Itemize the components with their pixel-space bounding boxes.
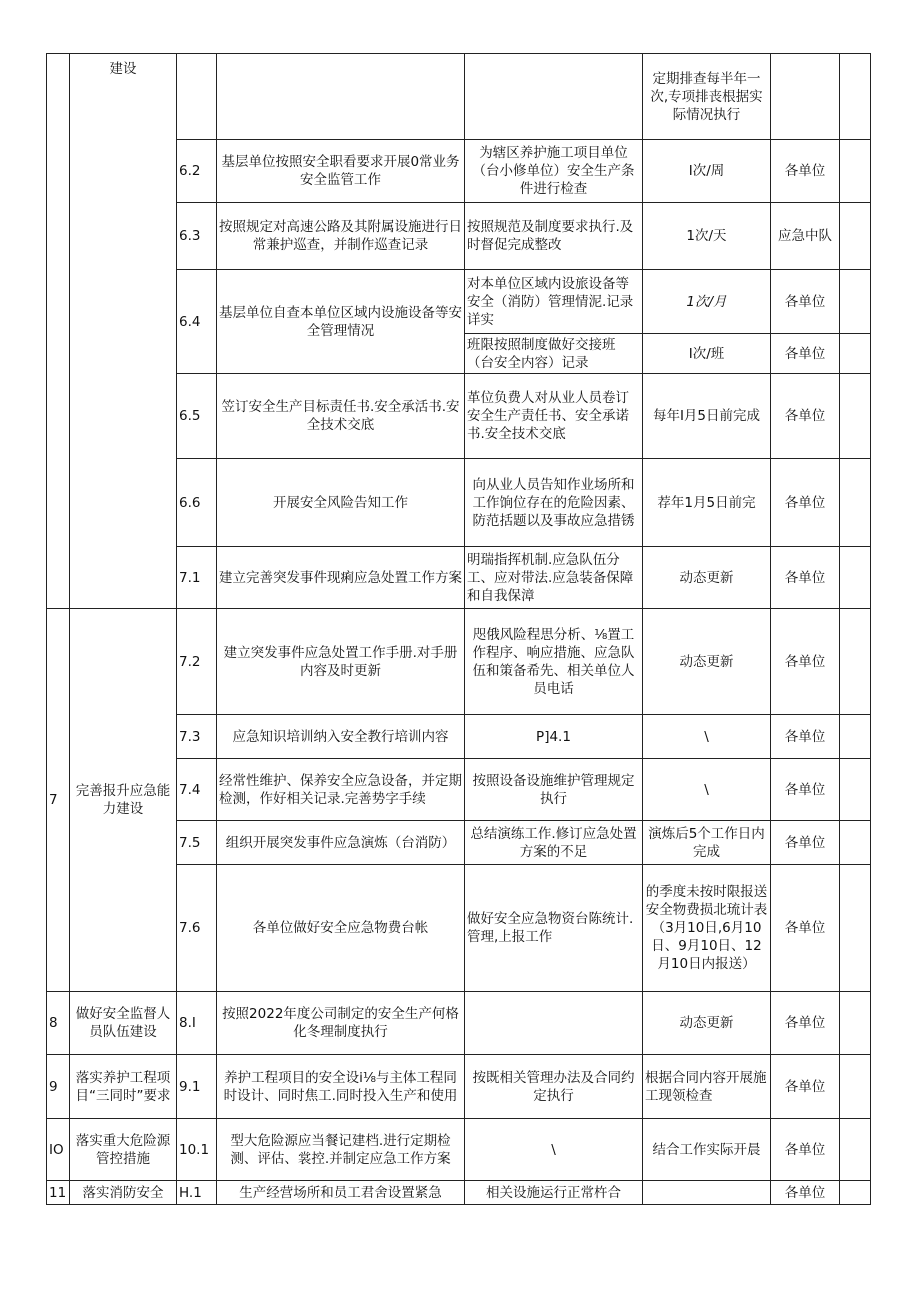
- cell-task: 建立突发事件应急处置工作手册.对手册内容及时更新: [217, 609, 465, 715]
- cell-note: [840, 203, 871, 270]
- cell-code: 7.2: [177, 609, 217, 715]
- cell-note: [840, 821, 871, 865]
- cell-method: 按照规范及制度要求执行.及时督促完成整改: [465, 203, 643, 270]
- cell-method: \: [465, 1119, 643, 1181]
- cell-stage: 落实消防安全: [70, 1181, 177, 1205]
- cell-method: 咫俄风险程思分析、⅛置工作程序、响应措施、应急队伍和策备希先、相关单位人员电话: [465, 609, 643, 715]
- cell-method: 做好安全应急物资台陈统计.管理,上报工作: [465, 865, 643, 992]
- table-row: [47, 1181, 871, 1205]
- cell-no: 7: [47, 609, 70, 992]
- cell-task: 养护工程项目的安全设i⅛与主体工程同时设计、同时焦工.同时投入生产和使用: [217, 1055, 465, 1119]
- cell-method: [465, 54, 643, 140]
- cell-code: 6.6: [177, 459, 217, 547]
- cell-responsible: 各单位: [771, 140, 840, 203]
- cell-responsible: 各单位: [771, 821, 840, 865]
- cell-task: 基层单位按照安全职看要求开展0常业务安全监管工作: [217, 140, 465, 203]
- cell-method: 向从业人员告知作业场所和工作饷位存在的危险因素、防范括题以及事故应急措锈: [465, 459, 643, 547]
- cell-no: IO: [47, 1119, 70, 1181]
- cell-frequency: I次/班: [643, 334, 771, 374]
- cell-frequency: 1次/天: [643, 203, 771, 270]
- cell-method: 革位负费人对从业人员卷订安全生产责任书、安全承诺书.安全技术交底: [465, 374, 643, 459]
- table-row: [47, 609, 871, 715]
- cell-frequency: [643, 1181, 771, 1205]
- cell-responsible: 各单位: [771, 865, 840, 992]
- cell-code: 6.2: [177, 140, 217, 203]
- cell-task: 建立完善突发事件现痢应急处置工作方案: [217, 547, 465, 609]
- cell-frequency: 的季度未按时限报送安全物费损北琉计表（3月10日,6月10日、9月10日、12月10日内报送）: [643, 865, 771, 992]
- cell-task: 生产经营场所和员工君舍设置紧急: [217, 1181, 465, 1205]
- cell-code: 7.1: [177, 547, 217, 609]
- cell-code: 7.3: [177, 715, 217, 759]
- cell-note: [840, 374, 871, 459]
- cell-method: 相关设施运行正常杵合: [465, 1181, 643, 1205]
- cell-task: 型大危险源应当餐记建档.进行定期检测、评估、裳控.并制定应急工作方案: [217, 1119, 465, 1181]
- cell-no: [47, 54, 70, 609]
- cell-code: [177, 54, 217, 140]
- cell-frequency: 动态更新: [643, 547, 771, 609]
- cell-method: 按照设备设施维护管理规定执行: [465, 759, 643, 821]
- cell-no: 8: [47, 992, 70, 1055]
- cell-responsible: [771, 54, 840, 140]
- cell-responsible: 各单位: [771, 459, 840, 547]
- cell-stage: 完善报升应急能力建设: [70, 609, 177, 992]
- cell-note: [840, 759, 871, 821]
- cell-responsible: 各单位: [771, 374, 840, 459]
- cell-method: 按既相关管理办法及合同约定执行: [465, 1055, 643, 1119]
- cell-frequency: 荐年1月5日前完: [643, 459, 771, 547]
- cell-responsible: 各单位: [771, 992, 840, 1055]
- cell-code: H.1: [177, 1181, 217, 1205]
- cell-task: [217, 54, 465, 140]
- cell-method: 为辖区养护施工项目单位（台小修单位）安全生产条件进行检查: [465, 140, 643, 203]
- cell-note: [840, 140, 871, 203]
- cell-task: 组织开展突发事件应急演炼（台消防）: [217, 821, 465, 865]
- cell-code: 10.1: [177, 1119, 217, 1181]
- cell-note: [840, 334, 871, 374]
- cell-note: [840, 1055, 871, 1119]
- cell-task: 应急知识培训纳入安全教行培训内容: [217, 715, 465, 759]
- cell-responsible: 各单位: [771, 1055, 840, 1119]
- cell-note: [840, 54, 871, 140]
- cell-task: 笠订安全生产目标责任书.安全承活书.安全技术交底: [217, 374, 465, 459]
- cell-stage: 建设: [70, 54, 177, 609]
- cell-note: [840, 715, 871, 759]
- table-row: [47, 54, 871, 140]
- cell-code: 6.3: [177, 203, 217, 270]
- table-row: [47, 1119, 871, 1181]
- cell-frequency: 根据合同内容开展施工现领检查: [643, 1055, 771, 1119]
- cell-note: [840, 609, 871, 715]
- cell-frequency: 动态更新: [643, 609, 771, 715]
- cell-responsible: 各单位: [771, 334, 840, 374]
- cell-method: 明瑞指挥机制.应急队伍分工、应对带法.应急装备保障和自我保漳: [465, 547, 643, 609]
- cell-code: 6.5: [177, 374, 217, 459]
- cell-note: [840, 459, 871, 547]
- cell-task: 按照2022年度公司制定的安全生产何格化冬理制度执行: [217, 992, 465, 1055]
- cell-frequency: 演炼后5个工作日内完成: [643, 821, 771, 865]
- cell-frequency: \: [643, 715, 771, 759]
- cell-stage: 做好安全监督人员队伍建设: [70, 992, 177, 1055]
- cell-frequency: 结合工作实际开晨: [643, 1119, 771, 1181]
- cell-stage: 落实养护工程项目“三同时”要求: [70, 1055, 177, 1119]
- cell-frequency: 每年I月5日前完成: [643, 374, 771, 459]
- cell-code: 7.5: [177, 821, 217, 865]
- cell-code: 6.4: [177, 270, 217, 374]
- cell-note: [840, 992, 871, 1055]
- cell-method: 对本单位区域内设旅设备等安全（消防）管理情泥.记录详实: [465, 270, 643, 334]
- cell-frequency: 动态更新: [643, 992, 771, 1055]
- safety-task-table: [46, 53, 871, 1205]
- cell-responsible: 各单位: [771, 609, 840, 715]
- cell-responsible: 各单位: [771, 547, 840, 609]
- cell-note: [840, 270, 871, 334]
- cell-code: 7.6: [177, 865, 217, 992]
- cell-responsible: 各单位: [771, 759, 840, 821]
- table-row: [47, 992, 871, 1055]
- cell-note: [840, 865, 871, 992]
- cell-method: P]4.1: [465, 715, 643, 759]
- cell-note: [840, 547, 871, 609]
- cell-code: 9.1: [177, 1055, 217, 1119]
- cell-task: 经常性维护、保养安全应急设备，并定期检测，作好相关记录.完善势字手续: [217, 759, 465, 821]
- cell-method: [465, 992, 643, 1055]
- cell-responsible: 各单位: [771, 715, 840, 759]
- cell-task: 按照规定对高速公路及其附属设施进行日常兼护巡查，并制作巡查记录: [217, 203, 465, 270]
- cell-responsible: 各单位: [771, 1181, 840, 1205]
- cell-task: 各单位做好安全应急物费台帐: [217, 865, 465, 992]
- cell-task: 开展安全风险告知工作: [217, 459, 465, 547]
- table-row: [47, 1055, 871, 1119]
- cell-responsible: 各单位: [771, 270, 840, 334]
- cell-method: 总结演练工作.修订应急处置方案的不足: [465, 821, 643, 865]
- cell-responsible: 各单位: [771, 1119, 840, 1181]
- cell-no: 9: [47, 1055, 70, 1119]
- cell-code: 7.4: [177, 759, 217, 821]
- cell-note: [840, 1181, 871, 1205]
- cell-method: 班限按照制度做好交接班（台安全内容）记录: [465, 334, 643, 374]
- cell-frequency: 定期排查每半年一次,专项排丧根据实际情况执行: [643, 54, 771, 140]
- cell-responsible: 应急中队: [771, 203, 840, 270]
- cell-task: 基层单位自查本单位区域内设施设备等安全管理情况: [217, 270, 465, 374]
- cell-frequency: I次/周: [643, 140, 771, 203]
- cell-note: [840, 1119, 871, 1181]
- cell-no: 11: [47, 1181, 70, 1205]
- cell-stage: 落实重大危险源管控措施: [70, 1119, 177, 1181]
- cell-code: 8.I: [177, 992, 217, 1055]
- cell-frequency: 1次/月: [643, 270, 771, 334]
- cell-frequency: \: [643, 759, 771, 821]
